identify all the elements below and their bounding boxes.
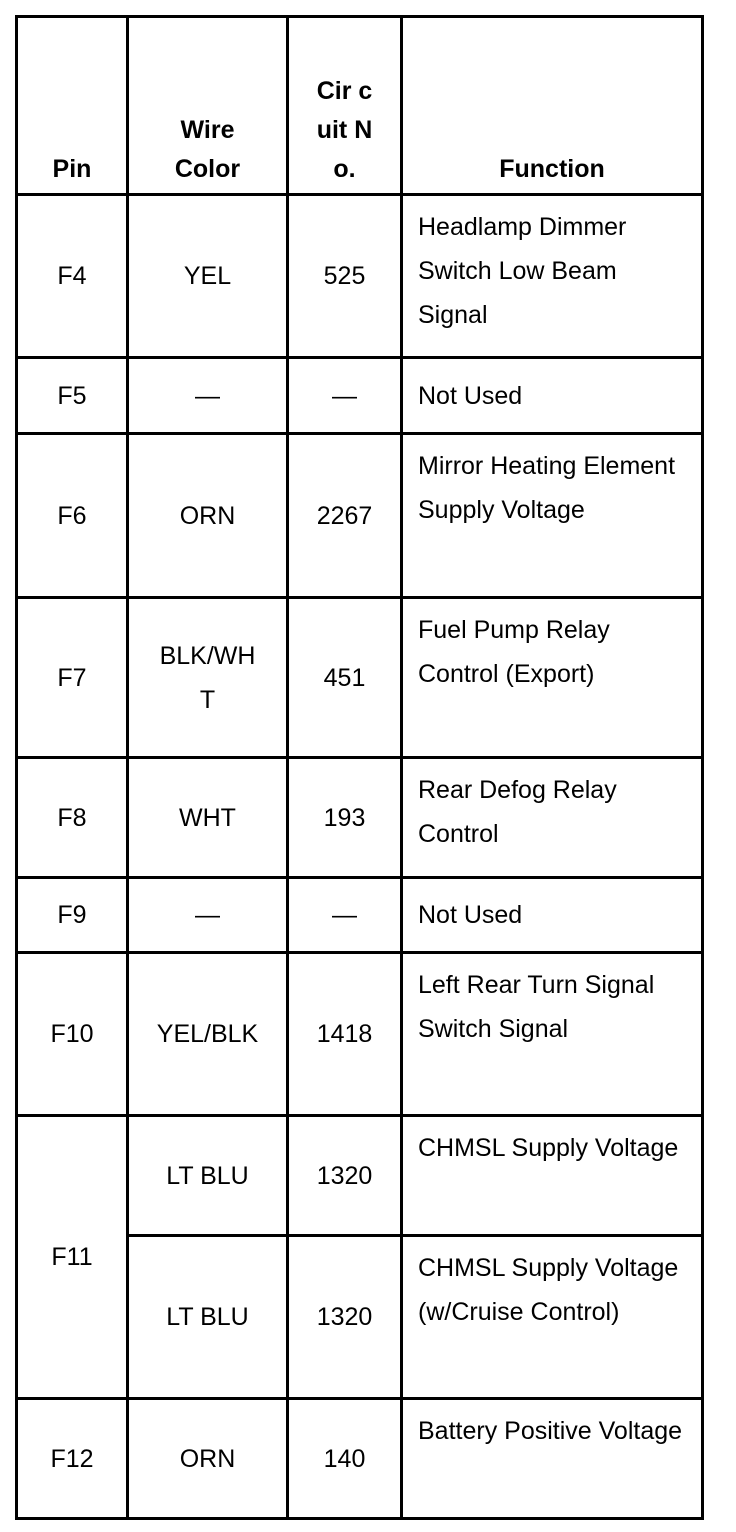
function-cell: CHMSL Supply Voltage	[402, 1116, 703, 1236]
table-header-row	[17, 17, 703, 195]
table-row	[17, 1399, 703, 1519]
circuit-cell: 140	[288, 1399, 402, 1519]
wire-color-cell: ORN	[128, 1399, 288, 1519]
circuit-cell: 2267	[288, 434, 402, 598]
function-cell: CHMSL Supply Voltage (w/Cruise Control)	[402, 1236, 703, 1399]
table-row	[17, 358, 703, 434]
table-row	[17, 195, 703, 358]
wire-color-cell: ORN	[128, 434, 288, 598]
circuit-number-header: Cir cuit No.	[288, 17, 402, 195]
wire-color-cell: YEL	[128, 195, 288, 358]
function-cell: Not Used	[402, 878, 703, 953]
table-row	[17, 434, 703, 598]
circuit-cell: 1320	[288, 1236, 402, 1399]
connector-pin-table	[15, 15, 704, 1520]
function-cell: Battery Positive Voltage	[402, 1399, 703, 1519]
wire-color-cell: —	[128, 878, 288, 953]
pin-cell: F7	[17, 598, 128, 758]
function-cell: Fuel Pump Relay Control (Export)	[402, 598, 703, 758]
table-row	[17, 598, 703, 758]
circuit-cell: 193	[288, 758, 402, 878]
circuit-cell: —	[288, 358, 402, 434]
circuit-cell: —	[288, 878, 402, 953]
wire-color-cell: BLK/WHT	[128, 598, 288, 758]
function-header: Function	[402, 17, 703, 195]
table-row	[17, 953, 703, 1116]
function-cell: Mirror Heating Element Supply Voltage	[402, 434, 703, 598]
table-row	[17, 878, 703, 953]
pin-cell: F6	[17, 434, 128, 598]
pin-cell: F12	[17, 1399, 128, 1519]
function-cell: Left Rear Turn Signal Switch Signal	[402, 953, 703, 1116]
pin-header: Pin	[17, 17, 128, 195]
pin-cell: F5	[17, 358, 128, 434]
wire-color-header: Wire Color	[128, 17, 288, 195]
wire-color-cell: WHT	[128, 758, 288, 878]
wire-color-cell: LT BLU	[128, 1236, 288, 1399]
pin-cell: F10	[17, 953, 128, 1116]
pin-cell: F9	[17, 878, 128, 953]
table-row	[17, 758, 703, 878]
wire-color-cell: —	[128, 358, 288, 434]
circuit-cell: 1320	[288, 1116, 402, 1236]
pin-cell: F8	[17, 758, 128, 878]
table-row	[17, 1116, 703, 1236]
circuit-cell: 451	[288, 598, 402, 758]
wire-color-cell: LT BLU	[128, 1116, 288, 1236]
function-cell: Rear Defog Relay Control	[402, 758, 703, 878]
pin-cell: F4	[17, 195, 128, 358]
pin-cell: F11	[17, 1116, 128, 1399]
function-cell: Not Used	[402, 358, 703, 434]
wire-color-cell: YEL/BLK	[128, 953, 288, 1116]
function-cell: Headlamp Dimmer Switch Low Beam Signal	[402, 195, 703, 358]
circuit-cell: 525	[288, 195, 402, 358]
circuit-cell: 1418	[288, 953, 402, 1116]
